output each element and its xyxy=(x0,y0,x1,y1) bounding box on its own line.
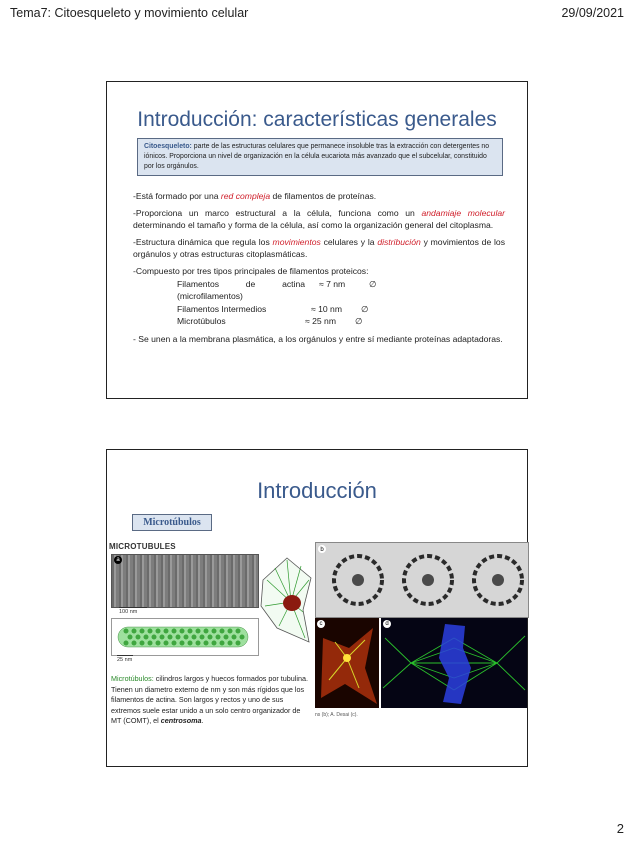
bullet-5: - Se unen a la membrana plasmática, a los orgánulos y entre sí mediante proteínas adaptadoras. xyxy=(133,333,503,344)
bullet-3: -Estructura dinámica que regula los movimientos celulares y la distribución y movimientos de los orgánulos y otras estructuras citoplasmáticas. xyxy=(133,236,505,260)
definition-text: parte de las estructuras celulares que permanece insoluble tras la extracción con detergentes no iónicos. Proporciona un nivel de organización en la célula eucariota más avanzado que el subcelular, constituido por los orgánulos. xyxy=(144,143,490,170)
bullet-2: -Proporciona un marco estructural a la célula, funciona como un andamiaje molecular determinando el tamaño y forma de la célula, así como la organización general del citoplasma. xyxy=(133,207,505,231)
microtubules-description: Microtúbulos: cilindros largos y huecos formados por tubulina. Tienen un diametro externo de nm y son más rígidos que los filamentos de actina. Son largos y rectos y uno de sus extremos suele estar unido a un solo centro organizador de MT (COMT), el centrosoma. xyxy=(111,674,308,726)
slide-1 xyxy=(106,81,528,399)
panel-label: d xyxy=(383,620,391,628)
filament-row: Filamentos Intermedios ≈ 10 nm ∅ xyxy=(177,303,369,314)
diameter-icon: ∅ xyxy=(369,278,377,289)
figure-caption: MICROTUBULES xyxy=(109,542,176,551)
bullet-1: -Está formado por una red compleja de filamentos de proteínas. xyxy=(133,191,377,201)
diameter-icon: ∅ xyxy=(361,303,369,314)
slide-2-title: Introducción xyxy=(257,478,377,503)
microtubules-label: Microtúbulos xyxy=(132,514,212,531)
scale-bar: 100 nm xyxy=(119,607,147,615)
filament-row: Filamentos de actina (microfilamentos) ≈ 7 nm ∅ xyxy=(177,278,377,302)
panel-label: b xyxy=(320,547,324,553)
panel-label: c xyxy=(317,620,325,628)
cell-diagram xyxy=(257,550,317,646)
panel-label: a xyxy=(114,556,122,564)
definition-term: Citoesqueleto: xyxy=(144,143,192,150)
filament-row: Microtúbulos ≈ 25 nm ∅ xyxy=(177,316,363,327)
figure-credit: ns (b); A. Desai (c). xyxy=(315,712,358,718)
microtubule-model xyxy=(111,618,259,656)
bullet-4: -Compuesto por tres tipos principales de filamentos proteicos: xyxy=(133,265,369,276)
definition-box xyxy=(137,138,503,176)
page-number: 2 xyxy=(616,821,624,836)
microtubule-cross-section xyxy=(315,542,529,618)
scale-bar: 25 nm xyxy=(117,657,133,663)
slide-1-title: Introducción: características generales xyxy=(137,108,497,131)
header-date: 29/09/2021 xyxy=(561,6,624,20)
fluorescence-image-d xyxy=(381,618,527,708)
header-title: Tema7: Citoesqueleto y movimiento celular xyxy=(10,6,249,20)
diameter-icon: ∅ xyxy=(355,316,363,327)
electron-micrograph xyxy=(111,554,259,608)
fluorescence-image-c xyxy=(315,618,379,708)
slide-2 xyxy=(106,449,528,767)
bullet-list xyxy=(133,190,505,350)
